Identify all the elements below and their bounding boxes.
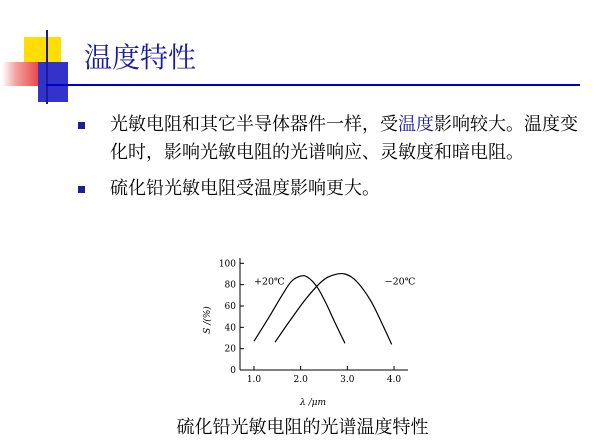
bullet-square-icon — [78, 122, 85, 129]
page-title: 温度特性 — [84, 41, 197, 74]
bullet-square-icon — [78, 186, 85, 193]
bullet-text-2 — [110, 175, 578, 203]
chart-axes — [240, 258, 408, 370]
series-line-2 — [275, 274, 392, 345]
bullet-item-2 — [78, 175, 578, 203]
bullet-1-highlight: 温度 — [398, 114, 434, 135]
bullet-1-before: 光敏电阻和其它半导体器件一样，受 — [110, 114, 398, 135]
figure-caption: 硫化铅光敏电阻的光谱温度特性 — [176, 417, 429, 438]
title-divider — [46, 84, 580, 86]
x-axis-label: λ /μm — [300, 398, 326, 408]
x-tick-label: 4.0 — [386, 375, 402, 385]
series-labels — [254, 277, 416, 288]
deco-blue-square — [38, 62, 68, 102]
y-tick-label: 100 — [218, 259, 236, 270]
y-tick-label: 0 — [230, 366, 236, 376]
deco-vertical-line — [46, 30, 48, 104]
x-tick-label: 1.0 — [246, 375, 262, 385]
bullet-text-1 — [110, 111, 578, 167]
x-tick-label: 3.0 — [340, 375, 355, 385]
series-label-2: −20℃ — [384, 276, 416, 288]
deco-red-block — [2, 62, 42, 86]
y-axis-label: S /(%) — [203, 306, 213, 334]
y-tick-label: 60 — [224, 302, 236, 312]
x-ticks — [247, 366, 402, 385]
bullet-2-text: 硫化铅光敏电阻受温度影响更大。 — [110, 178, 380, 199]
bullet-1-after: 影响较大。温度变化时，影响光敏电阻的光谱响应、灵敏度和暗电阻。 — [110, 114, 578, 163]
series-label-1: +20℃ — [254, 276, 285, 288]
y-tick-label: 40 — [224, 323, 236, 334]
bullet-list — [78, 111, 578, 211]
x-tick-label: 2.0 — [293, 375, 308, 385]
bullet-item-1 — [78, 111, 578, 167]
y-tick-label: 20 — [224, 344, 236, 355]
spectral-temperature-chart — [190, 250, 420, 410]
y-tick-label: 80 — [224, 280, 236, 291]
